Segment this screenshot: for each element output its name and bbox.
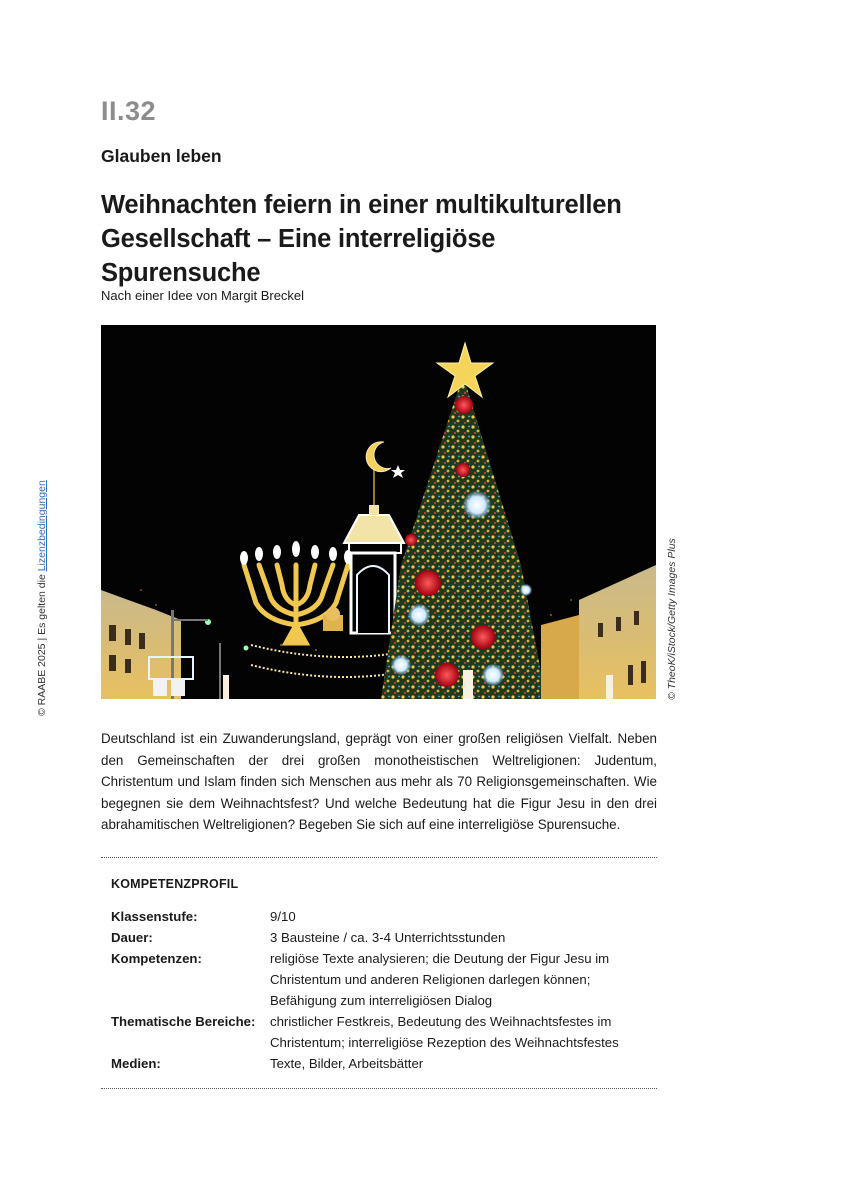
title-line-1: Weihnachten feiern in einer multikulturellen	[101, 191, 622, 219]
photo-credit: © TheoK/iStock/Getty Images Plus	[666, 538, 678, 700]
table-row	[111, 906, 651, 927]
row-value: 9/10	[270, 909, 296, 924]
dotted-divider-top	[101, 857, 657, 858]
row-key: Dauer:	[111, 930, 153, 945]
page-title	[101, 188, 661, 290]
row-value: Texte, Bilder, Arbeitsbätter	[270, 1056, 424, 1071]
chapter-number: II.32	[101, 96, 157, 126]
row-key: Thematische Bereiche:	[111, 1014, 256, 1029]
row-key: Klassenstufe:	[111, 909, 198, 924]
row-value: christlicher Festkreis, Bedeutung des Weihnachtsfestes im Christentum; interreligiöse Rezeption des Weihnachtsfestes	[270, 1014, 619, 1050]
table-row	[111, 1011, 651, 1053]
table-row	[111, 927, 651, 948]
intro-paragraph: Deutschland ist ein Zuwanderungsland, geprägt von einer großen religiösen Vielfalt. Neben den Gemeinschaften der drei großen monotheistischen Weltreligionen: Judentum, Christentum und Islam finden sich Menschen aus mehr als 70 Religionsgemeinschaften. Wie begegnen sie dem Weihnachtsfest? Und welche Bedeutung hat die Figur Jesu in den drei abrahamitischen Weltreligionen? Begeben Sie sich auf eine interreligiöse Spurensuche.	[101, 731, 657, 833]
author-line: Nach einer Idee von Margit Breckel	[101, 288, 305, 303]
side-copyright-notice	[36, 480, 48, 716]
table-row	[111, 948, 651, 1011]
copyright-text: © RAABE 2025 | Es gelten die	[36, 571, 48, 716]
profile-heading: KOMPETENZPROFIL	[111, 877, 239, 891]
competence-profile-table	[111, 906, 651, 1074]
section-label: Glauben leben	[101, 146, 222, 166]
license-link[interactable]: Lizenzbedingungen	[36, 480, 48, 572]
row-key: Medien:	[111, 1056, 161, 1071]
cover-photo	[101, 325, 656, 699]
row-key: Kompetenzen:	[111, 951, 202, 966]
title-line-2: Gesellschaft – Eine interreligiöse Spurensuche	[101, 225, 496, 287]
table-row	[111, 1053, 651, 1074]
row-value: religiöse Texte analysieren; die Deutung der Figur Jesu im Christentum und anderen Religionen darlegen können; Befähigung zum interreligiösen Dialog	[270, 951, 610, 1008]
christmas-lights-photo	[101, 325, 656, 699]
dotted-divider-bottom	[101, 1088, 657, 1089]
row-value: 3 Bausteine / ca. 3-4 Unterrichtsstunden	[270, 930, 506, 945]
